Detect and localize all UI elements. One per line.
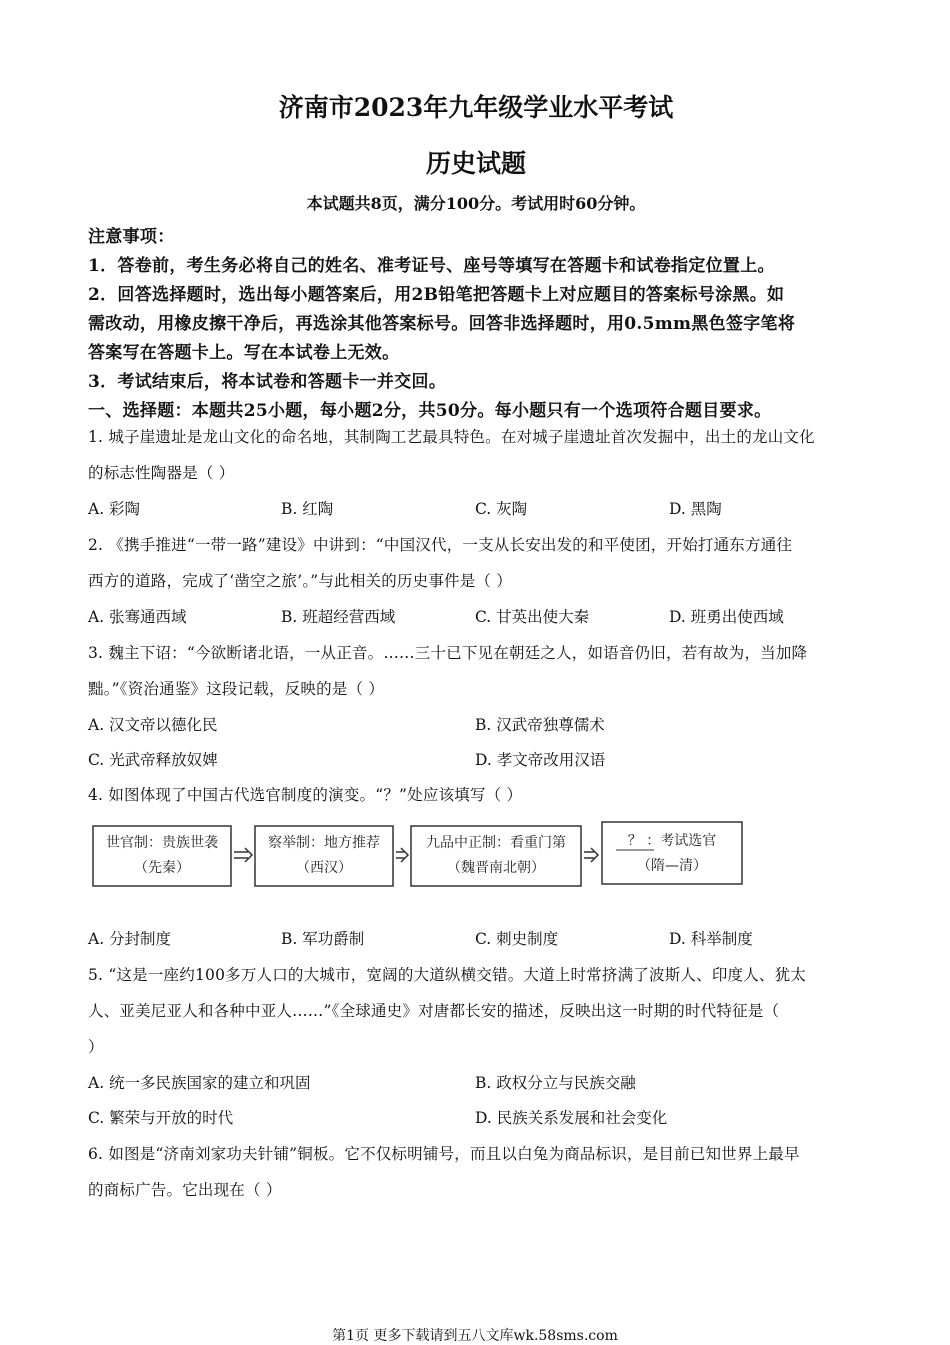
question-2-option-d[interactable]: D. 班勇出使西域 <box>669 608 784 626</box>
subject-title: 历史试题 <box>425 149 526 178</box>
question-1-option-a[interactable]: A. 彩陶 <box>88 500 141 518</box>
question-5-text: 人、亚美尼亚人和各种中亚人……”《全球通史》对唐都长安的描述，反映出这一时期的时代特征是（ <box>88 1002 780 1020</box>
diagram-box-1 <box>93 826 231 886</box>
question-3-option-b[interactable]: B. 汉武帝独尊儒术 <box>475 716 605 734</box>
question-5-text: ） <box>88 1038 104 1056</box>
diagram-box-4-period: （隋—清） <box>637 858 707 874</box>
question-2-text: 西方的道路，完成了‘凿空之旅’。”与此相关的历史事件是（ ） <box>88 572 512 590</box>
question-5-option-a[interactable]: A. 统一多民族国家的建立和巩固 <box>88 1074 311 1092</box>
exam-info: 本试题共8页，满分100分。考试用时60分钟。 <box>306 194 646 213</box>
diagram-box-3-title: 九品中正制：看重门第 <box>426 835 566 851</box>
question-3-text: 3. 魏主下诏：“今欲断诸北语，一从正音。……三十已下见在朝廷之人，如语音仍旧，若有故为，当加降 <box>88 644 808 662</box>
question-5-option-b[interactable]: B. 政权分立与民族交融 <box>475 1074 636 1092</box>
question-2-option-b[interactable]: B. 班超经营西域 <box>281 608 396 626</box>
question-3-option-d[interactable]: D. 孝文帝改用汉语 <box>475 751 606 769</box>
note-item: 需改动，用橡皮擦干净后，再选涂其他答案标号。回答非选择题时，用0.5mm黑色签字笔将 <box>88 314 796 334</box>
double-arrow-icon <box>396 848 408 862</box>
question-6-text: 6. 如图是“济南刘家功夫针铺”铜板。它不仅标明铺号，而且以白兔为商品标识，是目前已知世界上最早 <box>88 1145 800 1163</box>
note-item: 1．答卷前，考生务必将自己的姓名、准考证号、座号等填写在答题卡和试卷指定位置上。 <box>88 256 775 276</box>
section-heading: 一、选择题：本题共25小题，每小题2分，共50分。每小题只有一个选项符合题目要求。 <box>88 401 772 421</box>
note-item: 3．考试结束后，将本试卷和答题卡一并交回。 <box>88 372 447 392</box>
diagram-box-1-title: 世官制：贵族世袭 <box>106 835 218 851</box>
diagram-box-1-period: （先秦） <box>134 860 190 876</box>
exam-title: 济南市2023年九年级学业水平考试 <box>278 93 674 122</box>
double-arrow-icon <box>234 848 252 862</box>
question-3-option-c[interactable]: C. 光武帝释放奴婢 <box>88 751 218 769</box>
notes-heading: 注意事项： <box>88 227 175 247</box>
question-5-option-c[interactable]: C. 繁荣与开放的时代 <box>88 1109 234 1127</box>
diagram-box-2 <box>255 826 393 886</box>
diagram-box-4 <box>602 822 742 884</box>
selection-system-diagram <box>88 817 748 893</box>
question-4-option-c[interactable]: C. 刺史制度 <box>475 930 559 948</box>
note-item: 2．回答选择题时，选出每小题答案后，用2B铅笔把答题卡上对应题目的答案标号涂黑。如 <box>88 285 785 305</box>
question-4-option-b[interactable]: B. 军功爵制 <box>281 930 365 948</box>
question-4-option-d[interactable]: D. 科举制度 <box>669 930 753 948</box>
question-1-option-b[interactable]: B. 红陶 <box>281 500 334 518</box>
note-item: 答案写在答题卡上。写在本试卷上无效。 <box>88 343 400 363</box>
diagram-box-2-title: 察举制：地方推荐 <box>268 835 380 851</box>
question-2-option-a[interactable]: A. 张骞通西域 <box>88 608 187 626</box>
question-1-option-d[interactable]: D. 黑陶 <box>669 500 722 518</box>
question-5-text: 5. “这是一座约100多万人口的大城市，宽阔的大道纵横交错。大道上时常挤满了波斯人、印度人、犹太 <box>88 966 807 984</box>
question-4-option-a[interactable]: A. 分封制度 <box>88 930 172 948</box>
question-2-text: 2. 《携手推进“一带一路”建设》中讲到：“中国汉代，一支从长安出发的和平使团，开始打通东方通往 <box>88 536 793 554</box>
question-1-text: 1. 城子崖遗址是龙山文化的命名地，其制陶工艺最具特色。在对城子崖遗址首次发掘中，出土的龙山文化 <box>88 428 815 446</box>
page-footer: 第1页 更多下载请到五八文库wk.58sms.com <box>332 1328 618 1344</box>
diagram-box-3 <box>411 826 581 886</box>
double-arrow-icon <box>584 848 598 862</box>
diagram-box-4-title: ？ ：考试选官 <box>627 833 717 849</box>
question-3-option-a[interactable]: A. 汉文帝以德化民 <box>88 716 218 734</box>
question-2-option-c[interactable]: C. 甘英出使大秦 <box>475 608 590 626</box>
question-1-option-c[interactable]: C. 灰陶 <box>475 500 528 518</box>
question-3-text: 黜。”《资治通鉴》这段记载，反映的是（ ） <box>88 680 385 698</box>
question-1-text: 的标志性陶器是（ ） <box>88 464 235 482</box>
question-6-text: 的商标广告。它出现在（ ） <box>88 1181 282 1199</box>
diagram-box-2-period: （西汉） <box>296 860 352 876</box>
question-4-text: 4. 如图体现了中国古代选官制度的演变。“？”处应该填写（ ） <box>88 786 523 804</box>
diagram-box-3-period: （魏晋南北朝） <box>447 860 545 876</box>
question-5-option-d[interactable]: D. 民族关系发展和社会变化 <box>475 1109 668 1127</box>
